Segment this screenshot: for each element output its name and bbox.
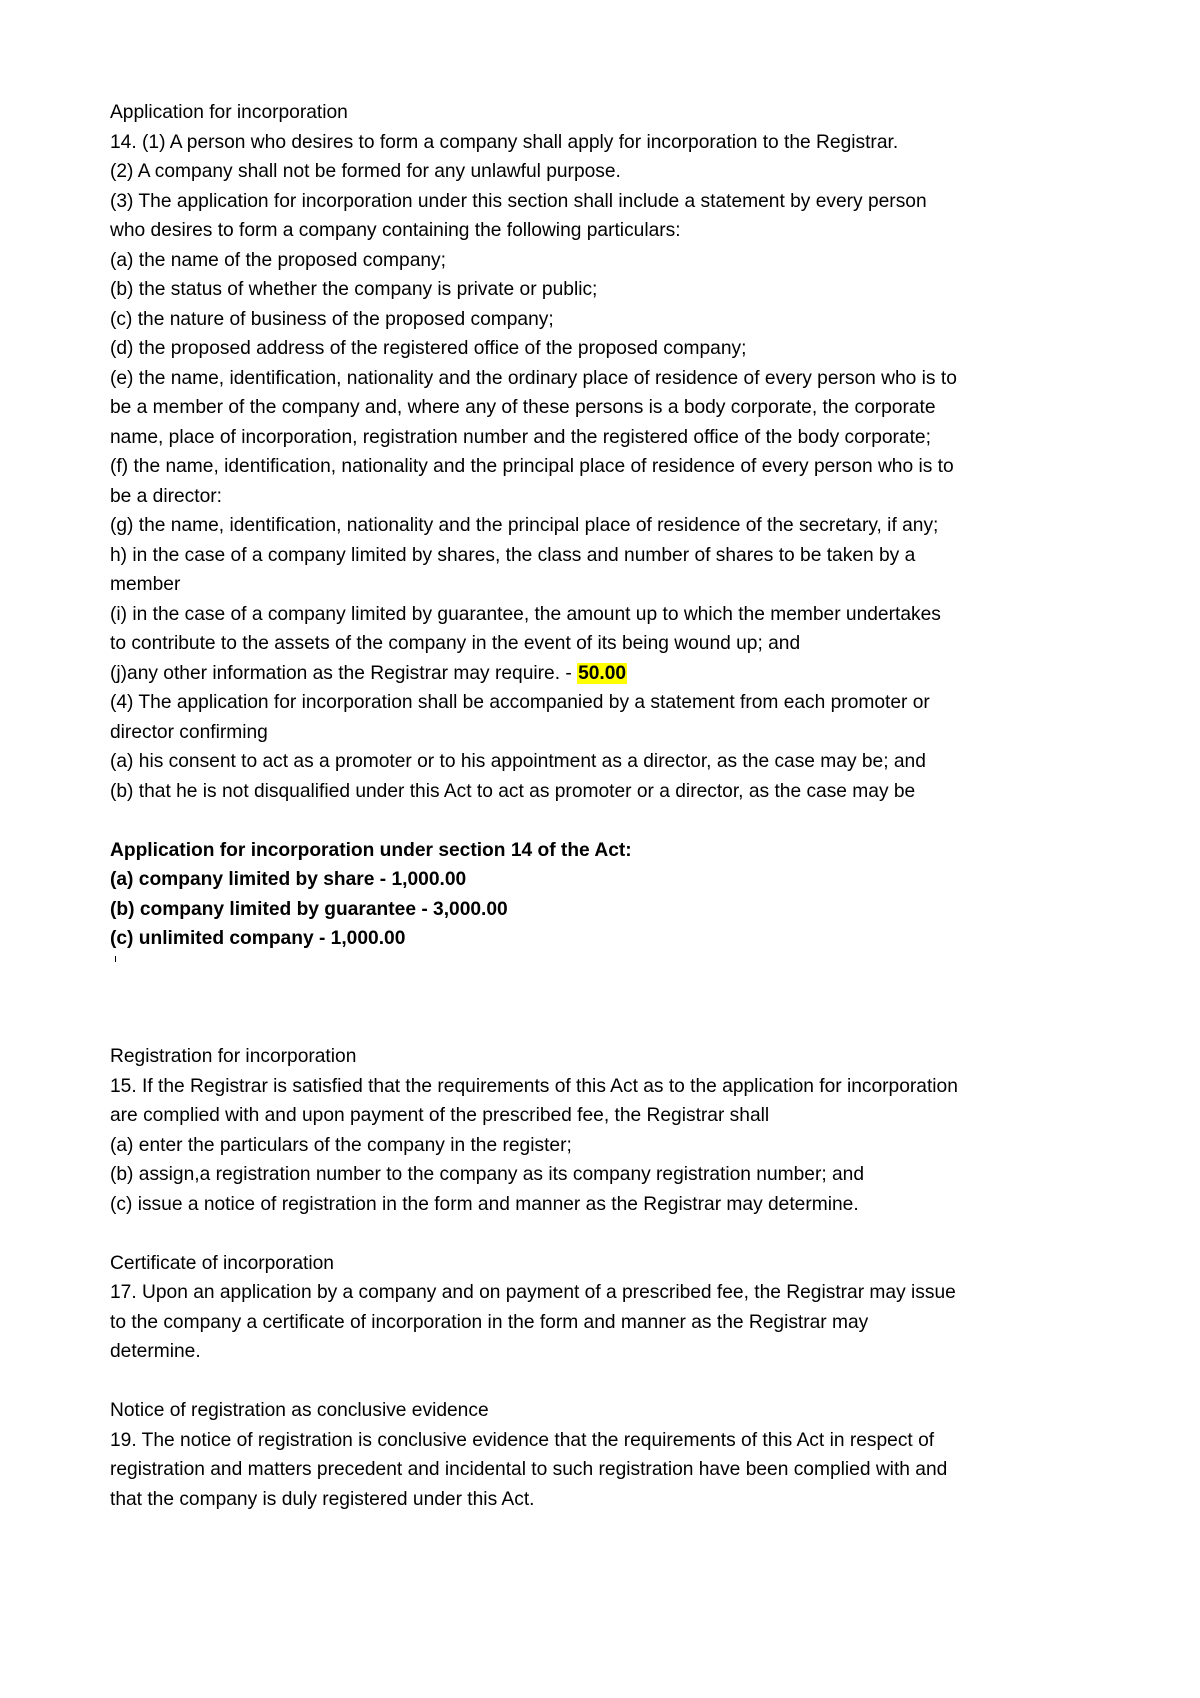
paragraph-line: (b) assign,a registration number to the company as its company registration number; and [110, 1164, 865, 1185]
paragraph-line: be a member of the company and, where any of these persons is a body corporate, the corporate [110, 397, 936, 418]
paragraph-line: member [110, 574, 181, 595]
highlighted-fee: 50.00 [578, 662, 627, 684]
section-15 [110, 1042, 1110, 1219]
section-heading: Certificate of incorporation [110, 1252, 334, 1274]
paragraph-line: 19. The notice of registration is conclusive evidence that the requirements of this Act in respect of [110, 1429, 935, 1451]
stray-mark-row [110, 954, 1110, 984]
section-19 [110, 1396, 1110, 1514]
paragraph-line: (d) the proposed address of the registered office of the proposed company; [110, 338, 747, 359]
paragraph-line: name, place of incorporation, registration number and the registered office of the body corporate; [110, 426, 931, 448]
paragraph-line: (c) the nature of business of the proposed company; [110, 308, 554, 330]
section-heading: Application for incorporation [110, 102, 348, 123]
paragraph-line: 15. If the Registrar is satisfied that the requirements of this Act as to the application for incorporation [110, 1075, 958, 1097]
section-heading: Notice of registration as conclusive evidence [110, 1400, 489, 1421]
paragraph-line: (a) his consent to act as a promoter or to his appointment as a director, as the case may be; and [110, 751, 926, 772]
document-page [110, 98, 1110, 1514]
paragraph-line: (a) the name of the proposed company; [110, 249, 446, 271]
fee-schedule [110, 836, 1110, 954]
paragraph-line: (b) the status of whether the company is private or public; [110, 279, 598, 300]
section-14 [110, 98, 1110, 806]
paragraph-line: (3) The application for incorporation under this section shall include a statement by every person [110, 190, 927, 212]
paragraph-line: (4) The application for incorporation shall be accompanied by a statement from each promoter or [110, 692, 930, 713]
fee-item: (a) company limited by share - 1,000.00 [110, 869, 467, 890]
fee-item: (c) unlimited company - 1,000.00 [110, 928, 406, 949]
paragraph-line: are complied with and upon payment of the prescribed fee, the Registrar shall [110, 1105, 770, 1126]
section-heading: Registration for incorporation [110, 1046, 357, 1067]
spacer [110, 1219, 1110, 1249]
stray-mark [115, 956, 116, 962]
fee-heading: Application for incorporation under section 14 of the Act: [110, 839, 632, 861]
paragraph-line: (c) issue a notice of registration in the form and manner as the Registrar may determine. [110, 1193, 859, 1215]
paragraph-line: (a) enter the particulars of the company in the register; [110, 1134, 572, 1156]
paragraph-line: to the company a certificate of incorporation in the form and manner as the Registrar may [110, 1311, 869, 1333]
spacer [110, 806, 1110, 836]
paragraph-line: be a director: [110, 485, 222, 507]
paragraph-line: (e) the name, identification, nationality and the ordinary place of residence of every person who is to [110, 367, 957, 389]
paragraph-line: that the company is duly registered under this Act. [110, 1488, 535, 1510]
paragraph-line-j [110, 659, 1110, 689]
paragraph-line: h) in the case of a company limited by shares, the class and number of shares to be taken by a [110, 544, 916, 566]
paragraph-line: (f) the name, identification, nationality and the principal place of residence of every person who is to [110, 456, 954, 477]
section-17 [110, 1249, 1110, 1367]
paragraph-line: who desires to form a company containing the following particulars: [110, 220, 681, 241]
paragraph-line: (2) A company shall not be formed for any unlawful purpose. [110, 161, 621, 182]
paragraph-line: (b) that he is not disqualified under this Act to act as promoter or a director, as the case may be [110, 780, 916, 802]
paragraph-line: (i) in the case of a company limited by guarantee, the amount up to which the member undertakes [110, 603, 941, 625]
paragraph-line: registration and matters precedent and incidental to such registration have been complied with and [110, 1459, 948, 1480]
paragraph-line: 14. (1) A person who desires to form a company shall apply for incorporation to the Registrar. [110, 131, 899, 153]
paragraph-line: to contribute to the assets of the company in the event of its being wound up; and [110, 633, 801, 654]
paragraph-line: determine. [110, 1341, 201, 1362]
fee-item: (b) company limited by guarantee - 3,000.00 [110, 898, 508, 920]
j-line-text: (j)any other information as the Registrar may require. - [110, 662, 578, 684]
paragraph-line: 17. Upon an application by a company and on payment of a prescribed fee, the Registrar may issue [110, 1282, 956, 1303]
spacer [110, 1367, 1110, 1397]
paragraph-line: (g) the name, identification, nationality and the principal place of residence of the secretary, if any; [110, 515, 939, 536]
paragraph-line: director confirming [110, 721, 268, 743]
spacer [110, 983, 1110, 1042]
